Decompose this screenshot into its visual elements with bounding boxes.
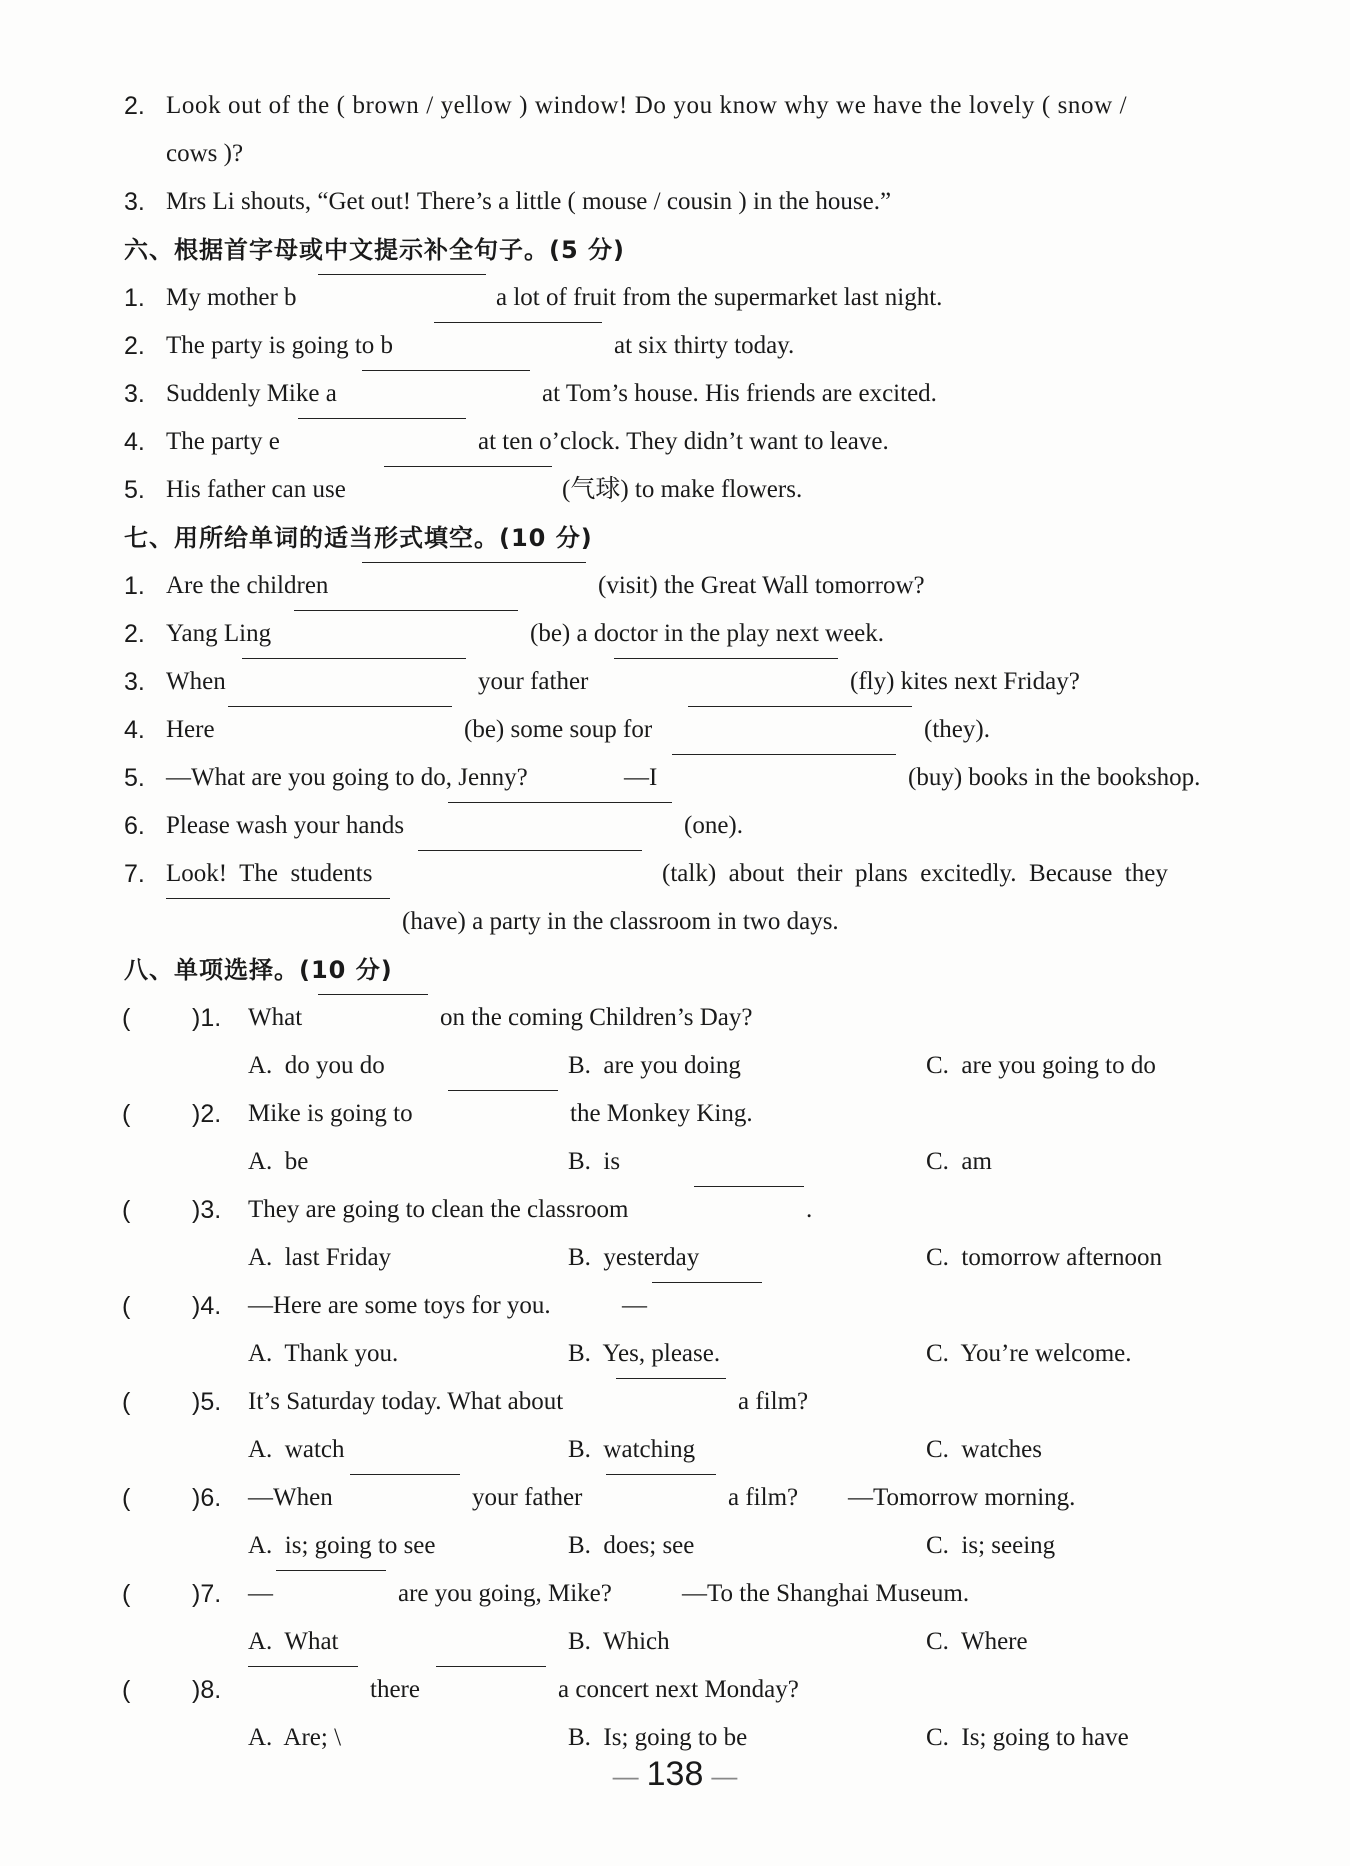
option-c[interactable]: C. is; seeing bbox=[926, 1532, 1056, 1559]
s7-item-1 bbox=[0, 562, 1350, 610]
sentence-part: Are the children bbox=[166, 572, 329, 599]
mc-options-6 bbox=[0, 1522, 1350, 1570]
question-number: )2. bbox=[192, 1100, 222, 1128]
section-title: 八、单项选择。(10 分) bbox=[124, 956, 393, 984]
sentence-part: Yang Ling bbox=[166, 620, 272, 647]
sentence-end: a lot of fruit from the supermarket last night. bbox=[496, 284, 943, 311]
answer-blank[interactable] bbox=[362, 370, 530, 371]
s6-item-4 bbox=[0, 418, 1350, 466]
section-title: 七、用所给单词的适当形式填空。(10 分) bbox=[124, 524, 593, 552]
section6-heading bbox=[0, 226, 1350, 274]
sentence-part: (fly) kites next Friday? bbox=[850, 668, 1080, 695]
sentence-start: His father can use bbox=[166, 476, 346, 503]
option-c[interactable]: C. am bbox=[926, 1148, 992, 1175]
mc-question-5 bbox=[0, 1378, 1350, 1426]
question-text: What bbox=[248, 1004, 303, 1031]
answer-bracket[interactable]: ( bbox=[122, 1676, 131, 1704]
answer-bracket[interactable]: ( bbox=[122, 1196, 131, 1224]
s6-item-5 bbox=[0, 466, 1350, 514]
mc-question-3 bbox=[0, 1186, 1350, 1234]
question-text: are you going, Mike? bbox=[398, 1580, 612, 1607]
option-a[interactable]: A. be bbox=[248, 1148, 309, 1175]
question-text: on the coming Children’s Day? bbox=[440, 1004, 753, 1031]
sentence-part: (one). bbox=[684, 812, 743, 839]
sentence-part: —I bbox=[624, 764, 658, 791]
question-text: —When bbox=[248, 1484, 333, 1511]
sentence-part: —What are you going to do, Jenny? bbox=[166, 764, 528, 791]
option-a[interactable]: A. What bbox=[248, 1628, 339, 1655]
answer-blank[interactable] bbox=[694, 1186, 804, 1187]
option-c[interactable]: C. Is; going to have bbox=[926, 1724, 1129, 1751]
s7-item-3 bbox=[0, 658, 1350, 706]
answer-blank[interactable] bbox=[242, 658, 466, 659]
s6-item-3 bbox=[0, 370, 1350, 418]
answer-blank[interactable] bbox=[614, 658, 838, 659]
answer-blank[interactable] bbox=[384, 466, 552, 467]
sentence-end: (气球) to make flowers. bbox=[562, 476, 803, 503]
mc-question-6 bbox=[0, 1474, 1350, 1522]
item-number: 1. bbox=[124, 284, 145, 312]
mc-question-2 bbox=[0, 1090, 1350, 1138]
answer-blank[interactable] bbox=[298, 418, 466, 419]
item-number: 4. bbox=[124, 428, 145, 456]
option-b[interactable]: B. does; see bbox=[568, 1532, 695, 1559]
item-number: 5. bbox=[124, 476, 145, 504]
answer-blank[interactable] bbox=[448, 1090, 558, 1091]
answer-blank[interactable] bbox=[362, 562, 586, 563]
mc-question-8 bbox=[0, 1666, 1350, 1714]
mc-options-2 bbox=[0, 1138, 1350, 1186]
s7-item-6 bbox=[0, 802, 1350, 850]
s7-item-2 bbox=[0, 610, 1350, 658]
mc-options-7 bbox=[0, 1618, 1350, 1666]
sentence-part: (they). bbox=[924, 716, 990, 743]
sentence-end: at ten o’clock. They didn’t want to leave. bbox=[478, 428, 889, 455]
option-b[interactable]: B. are you doing bbox=[568, 1052, 741, 1079]
mc-options-5 bbox=[0, 1426, 1350, 1474]
question-text: — bbox=[248, 1580, 273, 1607]
sentence-part: (talk) about their plans excitedly. Because they bbox=[662, 860, 1168, 887]
item-number: 2. bbox=[124, 332, 145, 360]
answer-blank[interactable] bbox=[350, 1474, 460, 1475]
mc-options-3 bbox=[0, 1234, 1350, 1282]
answer-bracket[interactable]: ( bbox=[122, 1484, 131, 1512]
sentence-part: (visit) the Great Wall tomorrow? bbox=[598, 572, 925, 599]
answer-blank[interactable] bbox=[616, 1378, 726, 1379]
option-c[interactable]: C. are you going to do bbox=[926, 1052, 1156, 1079]
s5-q3-line bbox=[0, 178, 1350, 226]
option-a[interactable]: A. do you do bbox=[248, 1052, 385, 1079]
answer-bracket[interactable]: ( bbox=[122, 1388, 131, 1416]
sentence-start: My mother b bbox=[166, 284, 297, 311]
question-text: a concert next Monday? bbox=[558, 1676, 799, 1703]
option-c[interactable]: C. watches bbox=[926, 1436, 1042, 1463]
question-text: your father bbox=[472, 1484, 583, 1511]
question-number: )5. bbox=[192, 1388, 222, 1416]
question-number: )1. bbox=[192, 1004, 222, 1032]
answer-blank[interactable] bbox=[318, 994, 428, 995]
item-number: 2. bbox=[124, 92, 145, 120]
question-text: — bbox=[622, 1292, 647, 1319]
answer-blank[interactable] bbox=[228, 706, 452, 707]
answer-blank[interactable] bbox=[448, 802, 672, 803]
question-number: )6. bbox=[192, 1484, 222, 1512]
answer-blank[interactable] bbox=[436, 1666, 546, 1667]
answer-blank[interactable] bbox=[166, 898, 390, 899]
s6-item-2 bbox=[0, 322, 1350, 370]
option-a[interactable]: A. last Friday bbox=[248, 1244, 392, 1271]
s5-q2-continuation bbox=[0, 130, 1350, 178]
question-text: a film? bbox=[728, 1484, 799, 1511]
s7-item-4 bbox=[0, 706, 1350, 754]
question-text: cows )? bbox=[166, 140, 244, 167]
mc-options-4 bbox=[0, 1330, 1350, 1378]
option-b[interactable]: B. is bbox=[568, 1148, 621, 1175]
s7-item-5 bbox=[0, 754, 1350, 802]
mc-options-1 bbox=[0, 1042, 1350, 1090]
section7-heading bbox=[0, 514, 1350, 562]
sentence-part: Please wash your hands bbox=[166, 812, 405, 839]
sentence-start: The party is going to b bbox=[166, 332, 394, 359]
answer-blank[interactable] bbox=[688, 706, 912, 707]
sentence-part: (be) a doctor in the play next week. bbox=[530, 620, 885, 647]
question-text: —To the Shanghai Museum. bbox=[682, 1580, 970, 1607]
s5-q2-line bbox=[0, 82, 1350, 130]
question-text: —Tomorrow morning. bbox=[848, 1484, 1076, 1511]
sentence-part: (be) some soup for bbox=[464, 716, 653, 743]
item-number: 5. bbox=[124, 764, 145, 792]
mc-question-4 bbox=[0, 1282, 1350, 1330]
question-text: a film? bbox=[738, 1388, 809, 1415]
question-text: Look out of the ( brown / yellow ) window! Do you know why we have the lovely ( snow / bbox=[166, 92, 1128, 119]
answer-blank[interactable] bbox=[434, 322, 602, 323]
option-c[interactable]: C. tomorrow afternoon bbox=[926, 1244, 1163, 1271]
answer-blank[interactable] bbox=[418, 850, 642, 851]
sentence-start: Suddenly Mike a bbox=[166, 380, 337, 407]
answer-blank[interactable] bbox=[672, 754, 896, 755]
option-a[interactable]: A. is; going to see bbox=[248, 1532, 436, 1559]
question-text: It’s Saturday today. What about bbox=[248, 1388, 564, 1415]
option-a[interactable]: A. Are; \ bbox=[248, 1724, 342, 1751]
question-text: . bbox=[806, 1196, 813, 1223]
answer-blank[interactable] bbox=[294, 610, 518, 611]
sentence-part: your father bbox=[478, 668, 589, 695]
question-text: They are going to clean the classroom bbox=[248, 1196, 629, 1223]
sentence-start: The party e bbox=[166, 428, 280, 455]
question-number: )7. bbox=[192, 1580, 222, 1608]
item-number: 6. bbox=[124, 812, 145, 840]
option-b[interactable]: B. Which bbox=[568, 1628, 670, 1655]
s7-item-7 bbox=[0, 850, 1350, 898]
sentence-end: at Tom’s house. His friends are excited. bbox=[542, 380, 937, 407]
sentence-part: Look! The students bbox=[166, 860, 373, 887]
option-a[interactable]: A. Thank you. bbox=[248, 1340, 399, 1367]
item-number: 3. bbox=[124, 188, 145, 216]
question-text: there bbox=[370, 1676, 420, 1703]
question-text: —Here are some toys for you. bbox=[248, 1292, 551, 1319]
sentence-part: (buy) books in the bookshop. bbox=[908, 764, 1201, 791]
answer-blank[interactable] bbox=[606, 1474, 716, 1475]
answer-blank[interactable] bbox=[652, 1282, 762, 1283]
item-number: 7. bbox=[124, 860, 145, 888]
sentence-end: at six thirty today. bbox=[614, 332, 795, 359]
question-text: Mike is going to bbox=[248, 1100, 413, 1127]
section8-heading bbox=[0, 946, 1350, 994]
item-number: 2. bbox=[124, 620, 145, 648]
option-b[interactable]: B. Is; going to be bbox=[568, 1724, 748, 1751]
question-number: )3. bbox=[192, 1196, 222, 1224]
sentence-part: When bbox=[166, 668, 226, 695]
answer-blank[interactable] bbox=[318, 274, 486, 275]
answer-blank[interactable] bbox=[248, 1666, 358, 1667]
answer-blank[interactable] bbox=[276, 1570, 386, 1571]
option-c[interactable]: C. Where bbox=[926, 1628, 1028, 1655]
section-title: 六、根据首字母或中文提示补全句子。(5 分) bbox=[124, 236, 625, 264]
answer-bracket[interactable]: ( bbox=[122, 1004, 131, 1032]
page-number-dash-right: — bbox=[711, 1760, 738, 1791]
mc-question-1 bbox=[0, 994, 1350, 1042]
s6-item-1 bbox=[0, 274, 1350, 322]
option-b[interactable]: B. yesterday bbox=[568, 1244, 700, 1271]
question-text: the Monkey King. bbox=[570, 1100, 753, 1127]
item-number: 3. bbox=[124, 380, 145, 408]
item-number: 4. bbox=[124, 716, 145, 744]
mc-question-7 bbox=[0, 1570, 1350, 1618]
sentence-part: Here bbox=[166, 716, 215, 743]
sentence-part: (have) a party in the classroom in two days. bbox=[402, 908, 839, 935]
page-number-text: 138 bbox=[646, 1755, 704, 1793]
s7-item-7-continuation bbox=[0, 898, 1350, 946]
answer-bracket[interactable]: ( bbox=[122, 1100, 131, 1128]
option-a[interactable]: A. watch bbox=[248, 1436, 345, 1463]
page-number-dash-left: — bbox=[612, 1760, 639, 1791]
option-b[interactable]: B. watching bbox=[568, 1436, 696, 1463]
option-c[interactable]: C. You’re welcome. bbox=[926, 1340, 1132, 1367]
answer-bracket[interactable]: ( bbox=[122, 1292, 131, 1320]
answer-bracket[interactable]: ( bbox=[122, 1580, 131, 1608]
option-b[interactable]: B. Yes, please. bbox=[568, 1340, 721, 1367]
question-number: )4. bbox=[192, 1292, 222, 1320]
item-number: 1. bbox=[124, 572, 145, 600]
item-number: 3. bbox=[124, 668, 145, 696]
page-number bbox=[0, 1755, 1350, 1794]
question-text: Mrs Li shouts, “Get out! There’s a little ( mouse / cousin ) in the house.” bbox=[166, 188, 892, 215]
question-number: )8. bbox=[192, 1676, 222, 1704]
